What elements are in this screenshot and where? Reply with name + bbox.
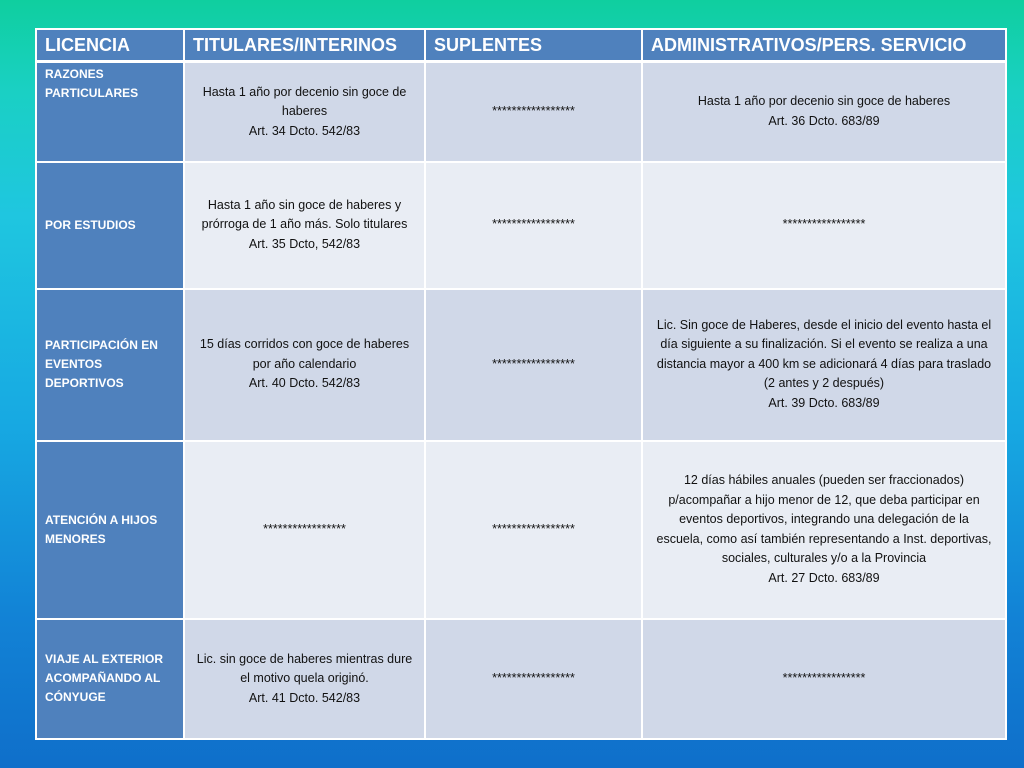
- administrativos-line: 12 días hábiles anuales (pueden ser fraccionados): [683, 473, 965, 488]
- administrativos-line: Art. 39 Dcto. 683/89: [768, 395, 880, 410]
- administrativos-line: p/acompañar a hijo menor de 12, que deba participar en: [668, 492, 980, 507]
- licencia-line: EVENTOS: [45, 357, 103, 372]
- header-administrativos: ADMINISTRATIVOS/PERS. SERVICIO: [642, 29, 1006, 62]
- administrativos-line: *****************: [782, 217, 866, 232]
- titulares-line: Art. 41 Dcto. 542/83: [248, 690, 361, 705]
- titulares-line: Lic. sin goce de haberes mientras dure: [196, 651, 413, 666]
- licencias-table: [35, 28, 1007, 740]
- licencia-line: VIAJE AL EXTERIOR: [45, 652, 164, 667]
- titulares-line: Art. 40 Dcto. 542/83: [248, 376, 361, 391]
- administrativos-line: Art. 27 Dcto. 683/89: [768, 570, 880, 585]
- row-titulares-cell: [184, 162, 425, 289]
- titulares-line: Art. 34 Dcto. 542/83: [248, 123, 361, 138]
- header-licencia: LICENCIA: [36, 29, 184, 62]
- table-row: [36, 289, 1006, 441]
- titulares-line: el motivo quela originó.: [240, 671, 369, 686]
- row-suplentes-cell: *****************: [425, 441, 642, 619]
- row-administrativos-cell: [642, 162, 1006, 289]
- licencia-line: ACOMPAÑANDO AL: [45, 671, 161, 686]
- row-titulares-cell: [184, 441, 425, 619]
- administrativos-line: (2 antes y 2 después): [763, 376, 885, 391]
- licencia-line: PARTICULARES: [45, 86, 139, 100]
- licencias-table-container: [35, 28, 1005, 740]
- row-suplentes-cell: *****************: [425, 62, 642, 162]
- row-suplentes-cell: *****************: [425, 162, 642, 289]
- table-row: [36, 441, 1006, 619]
- titulares-line: haberes: [281, 104, 328, 119]
- licencia-line: DEPORTIVOS: [45, 376, 124, 391]
- row-licencia-cell: [36, 441, 184, 619]
- table-row: [36, 162, 1006, 289]
- table-row: [36, 62, 1006, 162]
- row-titulares-cell: [184, 619, 425, 739]
- licencia-line: CÓNYUGE: [45, 690, 106, 705]
- table-row: [36, 619, 1006, 739]
- titulares-line: *****************: [263, 522, 346, 537]
- row-suplentes-cell: *****************: [425, 289, 642, 441]
- titulares-line: 15 días corridos con goce de haberes: [199, 337, 410, 352]
- licencia-line: RAZONES: [45, 67, 104, 81]
- row-administrativos-cell: [642, 619, 1006, 739]
- administrativos-line: Hasta 1 año por decenio sin goce de haberes: [697, 94, 951, 109]
- titulares-line: Hasta 1 año por decenio sin goce de: [202, 84, 407, 99]
- titulares-line: por año calendario: [252, 356, 357, 371]
- row-titulares-cell: [184, 62, 425, 162]
- row-titulares-cell: [184, 289, 425, 441]
- row-administrativos-cell: [642, 62, 1006, 162]
- titulares-line: Art. 35 Dcto, 542/83: [248, 236, 361, 251]
- licencia-line: POR ESTUDIOS: [45, 217, 136, 232]
- administrativos-line: distancia mayor a 400 km se adicionará 4 días para traslado: [656, 356, 992, 371]
- administrativos-line: eventos deportivos, integrando una delegación de la: [679, 512, 969, 527]
- administrativos-line: *****************: [782, 671, 866, 686]
- administrativos-line: Art. 36 Dcto. 683/89: [768, 113, 880, 128]
- header-row: [36, 29, 1006, 62]
- row-administrativos-cell: [642, 441, 1006, 619]
- administrativos-line: día siguiente a su finalización. Si el evento se realiza a una: [660, 337, 988, 352]
- administrativos-line: Lic. Sin goce de Haberes, desde el inicio del evento hasta el: [656, 317, 992, 332]
- header-suplentes: SUPLENTES: [425, 29, 642, 62]
- titulares-line: prórroga de 1 año más. Solo titulares: [201, 217, 408, 232]
- row-suplentes-cell: *****************: [425, 619, 642, 739]
- row-licencia-cell: [36, 162, 184, 289]
- licencia-line: ATENCIÓN A HIJOS: [45, 512, 158, 527]
- administrativos-line: sociales, culturales y/o a la Provincia: [721, 551, 927, 566]
- row-licencia-cell: [36, 289, 184, 441]
- row-administrativos-cell: [642, 289, 1006, 441]
- licencia-line: PARTICIPACIÓN EN: [45, 338, 158, 353]
- licencia-line: MENORES: [45, 531, 106, 546]
- administrativos-line: escuela, como así también representando a Inst. deportivas,: [656, 531, 992, 546]
- titulares-line: Hasta 1 año sin goce de haberes y: [207, 197, 402, 212]
- header-titulares: TITULARES/INTERINOS: [184, 29, 425, 62]
- row-licencia-cell: [36, 619, 184, 739]
- row-licencia-cell: [36, 62, 184, 162]
